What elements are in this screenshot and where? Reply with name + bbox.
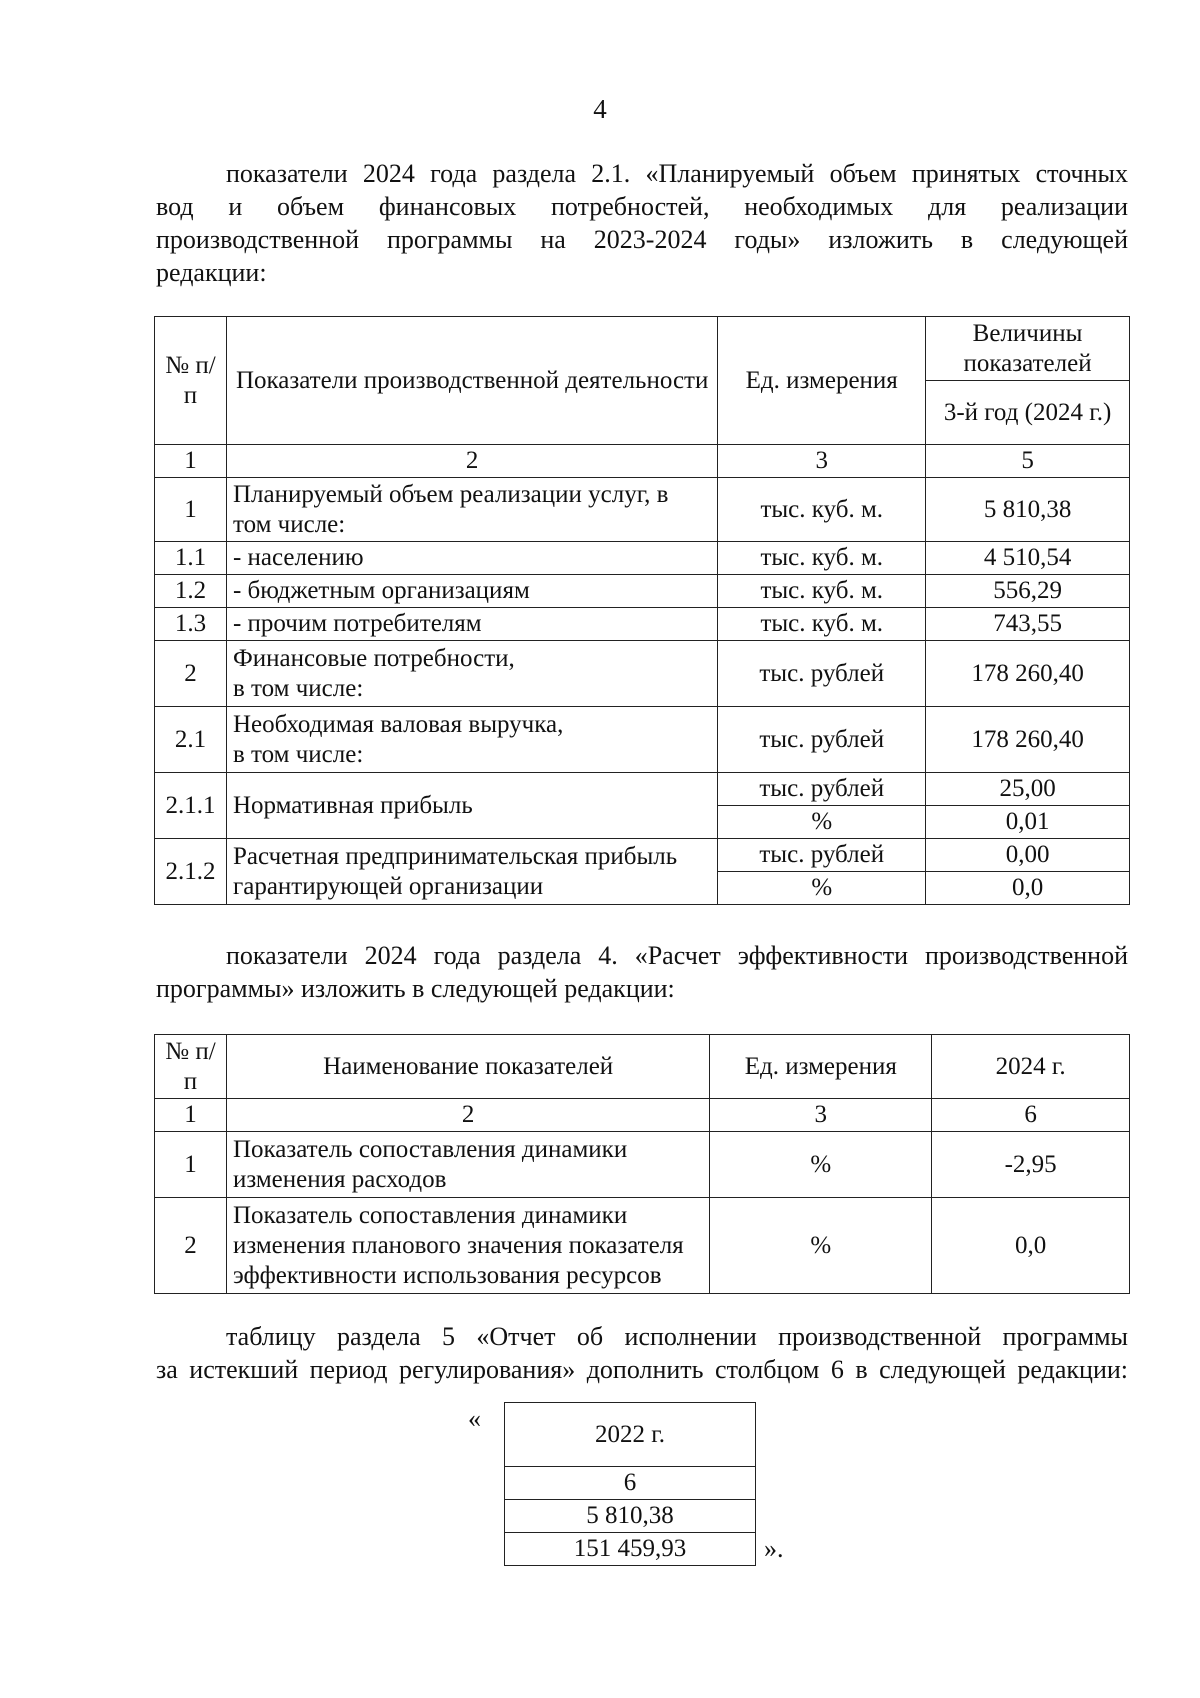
- row-name: - населению: [226, 542, 717, 575]
- report-column-table: [504, 1402, 756, 1566]
- row-unit: тыс. куб. м.: [718, 542, 926, 575]
- table-row: [155, 1198, 1130, 1294]
- row-unit: тыс. куб. м.: [718, 575, 926, 608]
- row-unit: тыс. куб. м.: [718, 478, 926, 542]
- table-row: [155, 542, 1130, 575]
- paragraph-line: производственной программы на 2023-2024 годы» изложить в следующей: [156, 225, 1128, 254]
- row-unit: %: [710, 1132, 932, 1198]
- paragraph-line: редакции:: [156, 258, 267, 287]
- row-unit: тыс. куб. м.: [718, 608, 926, 641]
- table-row: [505, 1533, 756, 1566]
- row-num: 1: [155, 478, 227, 542]
- row-name: - прочим потребителям: [226, 608, 717, 641]
- page-number: 4: [593, 94, 607, 124]
- row-unit: тыс. рублей: [718, 839, 926, 872]
- row-name: Расчетная предпринимательская прибыль гарантирующей организации: [226, 839, 717, 905]
- paragraph-3: [156, 1320, 1128, 1386]
- row-unit: тыс. рублей: [718, 641, 926, 707]
- row-value: 5 810,38: [505, 1500, 756, 1533]
- row-unit: тыс. рублей: [718, 707, 926, 773]
- efficiency-table: [154, 1034, 1130, 1294]
- paragraph-line: за истекший период регулирования» дополнить столбцом 6 в следующей редакции:: [156, 1355, 1128, 1384]
- col-number: 6: [932, 1099, 1130, 1132]
- table-row: [505, 1500, 756, 1533]
- row-name: Планируемый объем реализации услуг, в том числе:: [226, 478, 717, 542]
- table-row: [155, 1132, 1130, 1198]
- table-row: [155, 839, 1130, 872]
- paragraph-line: показатели 2024 года раздела 4. «Расчет эффективности производственной: [226, 941, 1128, 970]
- row-name: Нормативная прибыль: [226, 773, 717, 839]
- col-number: 2: [226, 1099, 709, 1132]
- row-value: -2,95: [932, 1132, 1130, 1198]
- col-number: 1: [155, 1099, 227, 1132]
- header-year: 2022 г.: [505, 1403, 756, 1467]
- row-num: 2: [155, 641, 227, 707]
- paragraph-1: [156, 157, 1128, 289]
- open-quote: «: [468, 1404, 481, 1433]
- paragraph-line: программы» изложить в следующей редакции:: [156, 974, 675, 1003]
- header-num: № п/п: [155, 317, 227, 445]
- header-unit: Ед. измерения: [718, 317, 926, 445]
- table-row: [155, 707, 1130, 773]
- col-number: 3: [710, 1099, 932, 1132]
- row-num: 2.1.2: [155, 839, 227, 905]
- close-quote: ».: [764, 1534, 784, 1563]
- row-num: 2: [155, 1198, 227, 1294]
- header-unit: Ед. измерения: [710, 1035, 932, 1099]
- row-value: 178 260,40: [926, 707, 1130, 773]
- row-name-line: Необходимая валовая выручка,: [232, 710, 564, 738]
- col-number: 6: [505, 1467, 756, 1500]
- row-value: 0,01: [926, 806, 1130, 839]
- row-name: - бюджетным организациям: [226, 575, 717, 608]
- row-value: 25,00: [926, 773, 1130, 806]
- header-name: Показатели производственной деятельности: [226, 317, 717, 445]
- col-number: 3: [718, 445, 926, 478]
- row-value: 5 810,38: [926, 478, 1130, 542]
- row-num: 2.1: [155, 707, 227, 773]
- row-num: 2.1.1: [155, 773, 227, 839]
- row-num: 1.3: [155, 608, 227, 641]
- header-values-group: Величины показателей: [926, 317, 1130, 381]
- paragraph-2: [156, 939, 1128, 1005]
- paragraph-line: показатели 2024 года раздела 2.1. «Планируемый объем принятых сточных: [226, 159, 1128, 188]
- row-name-line: в том числе:: [232, 740, 364, 768]
- row-value: 556,29: [926, 575, 1130, 608]
- row-value: 0,00: [926, 839, 1130, 872]
- production-indicators-table: [154, 316, 1130, 905]
- table-row: [155, 575, 1130, 608]
- row-value: 151 459,93: [505, 1533, 756, 1566]
- table-row: [155, 641, 1130, 707]
- header-year: 2024 г.: [932, 1035, 1130, 1099]
- row-name: [226, 641, 717, 707]
- paragraph-line: таблицу раздела 5 «Отчет об исполнении производственной программы: [226, 1322, 1128, 1351]
- paragraph-line: вод и объем финансовых потребностей, необходимых для реализации: [156, 192, 1128, 221]
- row-name: Показатель сопоставления динамики изменения планового значения показателя эффективности использования ресурсов: [226, 1198, 709, 1294]
- row-name: [226, 707, 717, 773]
- row-value: 0,0: [926, 872, 1130, 905]
- row-unit: %: [718, 872, 926, 905]
- table-row: [155, 773, 1130, 806]
- row-name-line: в том числе:: [232, 674, 364, 702]
- table-row: [155, 608, 1130, 641]
- row-unit: %: [718, 806, 926, 839]
- col-number: 2: [226, 445, 717, 478]
- col-number: 1: [155, 445, 227, 478]
- col-number: 5: [926, 445, 1130, 478]
- row-unit: %: [710, 1198, 932, 1294]
- row-value: 4 510,54: [926, 542, 1130, 575]
- row-num: 1.1: [155, 542, 227, 575]
- table-row: [155, 478, 1130, 542]
- row-value: 743,55: [926, 608, 1130, 641]
- row-unit: тыс. рублей: [718, 773, 926, 806]
- row-num: 1: [155, 1132, 227, 1198]
- header-num: № п/п: [155, 1035, 227, 1099]
- row-name-line: Финансовые потребности,: [232, 644, 515, 672]
- header-name: Наименование показателей: [226, 1035, 709, 1099]
- header-year: 3-й год (2024 г.): [926, 381, 1130, 445]
- row-name: Показатель сопоставления динамики изменения расходов: [226, 1132, 709, 1198]
- row-value: 0,0: [932, 1198, 1130, 1294]
- row-num: 1.2: [155, 575, 227, 608]
- row-value: 178 260,40: [926, 641, 1130, 707]
